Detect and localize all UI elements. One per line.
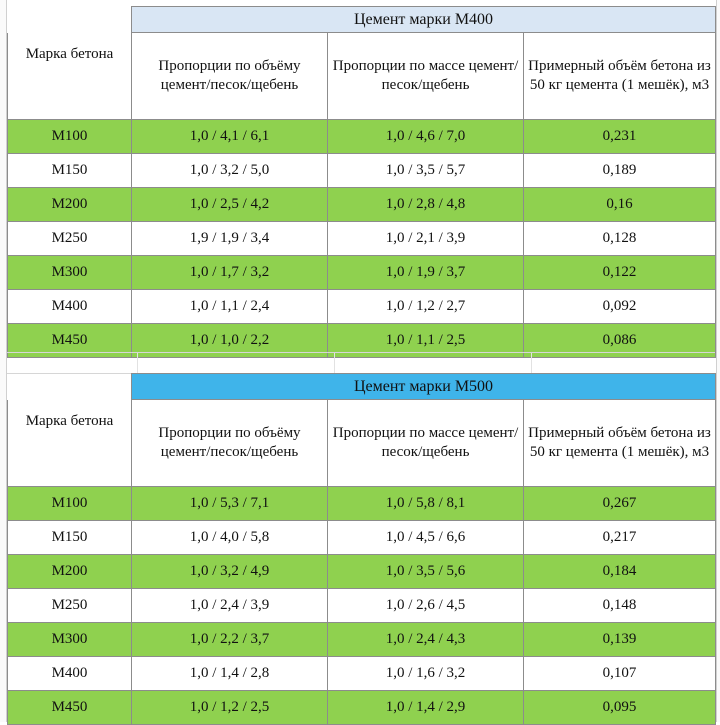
cell-volume[interactable]: 1,0 / 1,2 / 2,5 [132, 690, 328, 724]
corner-blank-cell [8, 7, 132, 33]
cell-mass[interactable]: 1,0 / 4,6 / 7,0 [328, 119, 524, 153]
empty-sheet-row [7, 352, 715, 374]
cell-volume[interactable]: 1,0 / 2,2 / 3,7 [132, 622, 328, 656]
cell-volume[interactable]: 1,0 / 4,0 / 5,8 [132, 520, 328, 554]
cell-mass[interactable]: 1,0 / 1,1 / 2,5 [328, 323, 524, 357]
cell-volume[interactable]: 1,0 / 3,2 / 5,0 [132, 153, 328, 187]
cell-yield[interactable]: 0,086 [524, 323, 716, 357]
cell-mass[interactable]: 1,0 / 2,1 / 3,9 [328, 221, 524, 255]
header-mass[interactable]: Пропорции по массе цемент/песок/щебень [328, 33, 524, 120]
cell-grade[interactable]: М300 [8, 255, 132, 289]
cell-volume[interactable]: 1,0 / 2,5 / 4,2 [132, 187, 328, 221]
table-row [8, 255, 716, 289]
cell-mass[interactable]: 1,0 / 4,5 / 6,6 [328, 520, 524, 554]
table-row [8, 221, 716, 255]
table-row [8, 554, 716, 588]
cell-grade[interactable]: М300 [8, 622, 132, 656]
cell-grade[interactable]: М150 [8, 520, 132, 554]
table-row [8, 289, 716, 323]
header-volume[interactable]: Пропорции по объёму цемент/песок/щебень [132, 33, 328, 120]
cell-yield[interactable]: 0,122 [524, 255, 716, 289]
cell-volume[interactable]: 1,0 / 1,4 / 2,8 [132, 656, 328, 690]
cell-mass[interactable]: 1,0 / 2,6 / 4,5 [328, 588, 524, 622]
header-volume[interactable]: Пропорции по объёму цемент/песок/щебень [132, 400, 328, 487]
header-mass[interactable]: Пропорции по массе цемент/песок/щебень [328, 400, 524, 487]
cell-volume[interactable]: 1,0 / 3,2 / 4,9 [132, 554, 328, 588]
cell-yield[interactable]: 0,148 [524, 588, 716, 622]
cell-yield[interactable]: 0,231 [524, 119, 716, 153]
table-cement-m500 [7, 373, 716, 725]
table-body [8, 486, 716, 724]
table-row [8, 153, 716, 187]
cell-yield[interactable]: 0,267 [524, 486, 716, 520]
cell-yield[interactable]: 0,095 [524, 690, 716, 724]
cell-grade[interactable]: М250 [8, 221, 132, 255]
table-cement-m400 [7, 6, 716, 358]
cell-volume[interactable]: 1,0 / 1,1 / 2,4 [132, 289, 328, 323]
cell-grade[interactable]: М450 [8, 323, 132, 357]
cell-yield[interactable]: 0,092 [524, 289, 716, 323]
cell-mass[interactable]: 1,0 / 1,2 / 2,7 [328, 289, 524, 323]
cell-yield[interactable]: 0,184 [524, 554, 716, 588]
cell-volume[interactable]: 1,0 / 4,1 / 6,1 [132, 119, 328, 153]
table-row [8, 690, 716, 724]
cell-mass[interactable]: 1,0 / 1,4 / 2,9 [328, 690, 524, 724]
table-row [8, 119, 716, 153]
header-yield[interactable]: Примерный объём бетона из 50 кг цемента (1 мешёк), м3 [524, 400, 716, 487]
cell-mass[interactable]: 1,0 / 3,5 / 5,6 [328, 554, 524, 588]
corner-blank-cell [8, 374, 132, 400]
cell-grade[interactable]: М100 [8, 486, 132, 520]
sheet-right-margin [716, 0, 720, 722]
cell-yield[interactable]: 0,189 [524, 153, 716, 187]
cell-mass[interactable]: 1,0 / 3,5 / 5,7 [328, 153, 524, 187]
cell-mass[interactable]: 1,0 / 2,4 / 4,3 [328, 622, 524, 656]
header-grade[interactable]: Марка бетона [8, 400, 132, 487]
header-grade[interactable]: Марка бетона [8, 33, 132, 120]
cell-volume[interactable]: 1,0 / 2,4 / 3,9 [132, 588, 328, 622]
cell-grade[interactable]: М150 [8, 153, 132, 187]
cell-grade[interactable]: М200 [8, 554, 132, 588]
cell-yield[interactable]: 0,128 [524, 221, 716, 255]
cell-grade[interactable]: М450 [8, 690, 132, 724]
table-body [8, 119, 716, 357]
table-row [8, 622, 716, 656]
cell-volume[interactable]: 1,0 / 5,3 / 7,1 [132, 486, 328, 520]
cell-grade[interactable]: М200 [8, 187, 132, 221]
cell-mass[interactable]: 1,0 / 1,9 / 3,7 [328, 255, 524, 289]
cell-grade[interactable]: М400 [8, 656, 132, 690]
table-row [8, 588, 716, 622]
cell-mass[interactable]: 1,0 / 2,8 / 4,8 [328, 187, 524, 221]
table-row [8, 187, 716, 221]
cell-mass[interactable]: 1,0 / 5,8 / 8,1 [328, 486, 524, 520]
cell-yield[interactable]: 0,107 [524, 656, 716, 690]
table-row [8, 486, 716, 520]
table-row [8, 656, 716, 690]
cell-volume[interactable]: 1,0 / 1,0 / 2,2 [132, 323, 328, 357]
sheet-left-margin [0, 0, 7, 722]
cell-yield[interactable]: 0,16 [524, 187, 716, 221]
cell-volume[interactable]: 1,0 / 1,7 / 3,2 [132, 255, 328, 289]
cell-volume[interactable]: 1,9 / 1,9 / 3,4 [132, 221, 328, 255]
cell-grade[interactable]: М250 [8, 588, 132, 622]
cement-title[interactable]: Цемент марки М400 [132, 7, 716, 33]
cell-grade[interactable]: М400 [8, 289, 132, 323]
cell-grade[interactable]: М100 [8, 119, 132, 153]
header-yield[interactable]: Примерный объём бетона из 50 кг цемента (1 мешёк), м3 [524, 33, 716, 120]
cell-mass[interactable]: 1,0 / 1,6 / 3,2 [328, 656, 524, 690]
cell-yield[interactable]: 0,139 [524, 622, 716, 656]
cell-yield[interactable]: 0,217 [524, 520, 716, 554]
table-row [8, 520, 716, 554]
cement-title[interactable]: Цемент марки М500 [132, 374, 716, 400]
